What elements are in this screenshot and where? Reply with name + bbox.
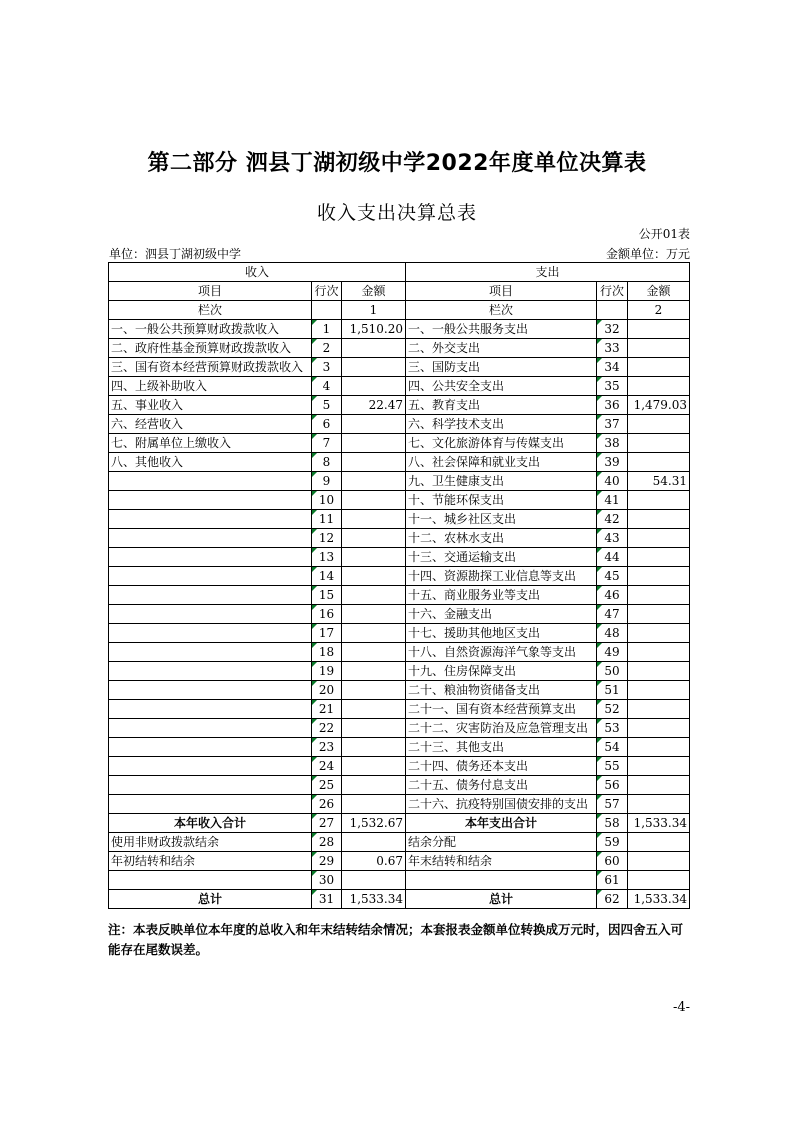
unit-label: 单位：泗县丁湖初级中学 [109, 247, 242, 261]
income-header: 收入 [109, 263, 406, 282]
expense-item: 五、教育支出 [406, 396, 597, 415]
table-row [109, 833, 690, 852]
expense-item: 七、文化旅游体育与传媒支出 [406, 434, 597, 453]
header-row-columns [109, 282, 690, 301]
income-row-number: 10 [312, 491, 342, 510]
income-amount [342, 377, 406, 396]
expense-amount [628, 320, 690, 339]
income-item: 二、政府性基金预算财政拨款收入 [109, 339, 312, 358]
expense-amount [628, 624, 690, 643]
income-amount [342, 434, 406, 453]
expense-item: 四、公共安全支出 [406, 377, 597, 396]
income-row-number: 19 [312, 662, 342, 681]
expense-item: 十一、城乡社区支出 [406, 510, 597, 529]
expense-row-number: 41 [597, 491, 628, 510]
expense-amount [628, 377, 690, 396]
header-row-column-index [109, 301, 690, 320]
expense-item: 八、社会保障和就业支出 [406, 453, 597, 472]
expense-amount: 54.31 [628, 472, 690, 491]
income-amount [342, 529, 406, 548]
form-code: 公开01表 [638, 227, 690, 241]
expense-item: 十四、资源勘探工业信息等支出 [406, 567, 597, 586]
income-row-number: 31 [312, 890, 342, 909]
expense-row-number: 45 [597, 567, 628, 586]
expense-row-number: 61 [597, 871, 628, 890]
income-amount [342, 757, 406, 776]
expense-item: 二十三、其他支出 [406, 738, 597, 757]
expense-row-number: 58 [597, 814, 628, 833]
expense-item: 二十六、抗疫特别国债安排的支出 [406, 795, 597, 814]
expense-item: 十二、农林水支出 [406, 529, 597, 548]
table-row [109, 624, 690, 643]
income-item: 四、上级补助收入 [109, 377, 312, 396]
expense-item: 十、节能环保支出 [406, 491, 597, 510]
table-row [109, 814, 690, 833]
income-row-number: 24 [312, 757, 342, 776]
expense-rowno-header: 行次 [597, 282, 628, 301]
page-number: -4- [672, 1000, 690, 1015]
expense-row-number: 37 [597, 415, 628, 434]
expense-item: 二十五、债务付息支出 [406, 776, 597, 795]
income-item [109, 491, 312, 510]
expense-row-number: 40 [597, 472, 628, 491]
table-row [109, 643, 690, 662]
income-amount [342, 719, 406, 738]
income-item: 使用非财政拨款结余 [109, 833, 312, 852]
table-row [109, 453, 690, 472]
income-amount: 0.67 [342, 852, 406, 871]
expense-amount [628, 833, 690, 852]
income-amount [342, 662, 406, 681]
income-row-number: 6 [312, 415, 342, 434]
income-amount-header: 金额 [342, 282, 406, 301]
expense-row-number: 59 [597, 833, 628, 852]
income-row-number: 5 [312, 396, 342, 415]
expense-item: 结余分配 [406, 833, 597, 852]
income-item: 年初结转和结余 [109, 852, 312, 871]
expense-amount [628, 719, 690, 738]
table-row [109, 491, 690, 510]
expense-amount [628, 491, 690, 510]
expense-amount [628, 776, 690, 795]
income-row-number: 4 [312, 377, 342, 396]
expense-amount [628, 434, 690, 453]
income-amount: 1,532.67 [342, 814, 406, 833]
income-item [109, 719, 312, 738]
income-row-number: 21 [312, 700, 342, 719]
expense-amount: 1,533.34 [628, 890, 690, 909]
income-item: 三、国有资本经营预算财政拨款收入 [109, 358, 312, 377]
expense-amount [628, 529, 690, 548]
income-amount [342, 700, 406, 719]
expense-item: 十八、自然资源海洋气象等支出 [406, 643, 597, 662]
table-row [109, 681, 690, 700]
income-amount [342, 472, 406, 491]
expense-amount [628, 339, 690, 358]
table-row [109, 890, 690, 909]
table-row [109, 358, 690, 377]
expense-amount [628, 510, 690, 529]
expense-amount [628, 567, 690, 586]
expense-amount [628, 871, 690, 890]
income-amount [342, 358, 406, 377]
income-row-number: 29 [312, 852, 342, 871]
expense-row-number: 50 [597, 662, 628, 681]
expense-row-number: 55 [597, 757, 628, 776]
table-row [109, 776, 690, 795]
expense-item: 二十二、灾害防治及应急管理支出 [406, 719, 597, 738]
income-item [109, 548, 312, 567]
income-row-number: 16 [312, 605, 342, 624]
income-amount [342, 567, 406, 586]
expense-item: 二、外交支出 [406, 339, 597, 358]
income-item: 八、其他收入 [109, 453, 312, 472]
income-amount [342, 415, 406, 434]
income-amount [342, 548, 406, 567]
income-amount [342, 738, 406, 757]
income-amount [342, 339, 406, 358]
expense-row-number: 32 [597, 320, 628, 339]
table-row [109, 320, 690, 339]
income-item [109, 738, 312, 757]
table-row [109, 472, 690, 491]
income-row-number: 11 [312, 510, 342, 529]
expense-amount: 1,479.03 [628, 396, 690, 415]
income-item [109, 776, 312, 795]
expense-row-number: 46 [597, 586, 628, 605]
expense-amount-header: 金额 [628, 282, 690, 301]
expense-row-number: 47 [597, 605, 628, 624]
income-item [109, 795, 312, 814]
expense-amount [628, 757, 690, 776]
income-row-number: 3 [312, 358, 342, 377]
expense-amount [628, 415, 690, 434]
income-row-number: 9 [312, 472, 342, 491]
table-row [109, 852, 690, 871]
income-row-number: 20 [312, 681, 342, 700]
expense-item: 六、科学技术支出 [406, 415, 597, 434]
expense-amount [628, 681, 690, 700]
expense-header: 支出 [406, 263, 690, 282]
expense-row-number: 62 [597, 890, 628, 909]
expense-row-number: 35 [597, 377, 628, 396]
expense-column-label: 栏次 [406, 301, 597, 320]
table-row [109, 339, 690, 358]
table-row [109, 415, 690, 434]
expense-column-number: 2 [628, 301, 690, 320]
table-row [109, 871, 690, 890]
expense-row-number: 43 [597, 529, 628, 548]
expense-item: 十三、交通运输支出 [406, 548, 597, 567]
income-row-number: 13 [312, 548, 342, 567]
expense-row-number: 34 [597, 358, 628, 377]
expense-item: 十九、住房保障支出 [406, 662, 597, 681]
income-item [109, 586, 312, 605]
income-item [109, 700, 312, 719]
table-row [109, 548, 690, 567]
expense-row-number: 33 [597, 339, 628, 358]
expense-item [406, 871, 597, 890]
expense-amount [628, 586, 690, 605]
income-row-number: 26 [312, 795, 342, 814]
expense-item: 年末结转和结余 [406, 852, 597, 871]
expense-item: 一、一般公共服务支出 [406, 320, 597, 339]
expense-row-number: 54 [597, 738, 628, 757]
income-amount [342, 491, 406, 510]
expense-column-blank [597, 301, 628, 320]
income-row-number: 14 [312, 567, 342, 586]
income-item [109, 643, 312, 662]
income-row-number: 17 [312, 624, 342, 643]
income-row-number: 18 [312, 643, 342, 662]
table-subtitle: 收入支出决算总表 [316, 202, 477, 224]
header-row-group [109, 263, 690, 282]
expense-item: 三、国防支出 [406, 358, 597, 377]
table-row [109, 719, 690, 738]
expense-row-number: 44 [597, 548, 628, 567]
expense-row-number: 51 [597, 681, 628, 700]
expense-row-number: 36 [597, 396, 628, 415]
expense-row-number: 49 [597, 643, 628, 662]
table-row [109, 567, 690, 586]
income-item: 五、事业收入 [109, 396, 312, 415]
income-row-number: 23 [312, 738, 342, 757]
income-item [109, 757, 312, 776]
income-amount [342, 510, 406, 529]
expense-item: 二十、粮油物资储备支出 [406, 681, 597, 700]
table-row [109, 529, 690, 548]
income-row-number: 28 [312, 833, 342, 852]
income-item: 七、附属单位上缴收入 [109, 434, 312, 453]
income-item [109, 472, 312, 491]
expense-amount [628, 453, 690, 472]
income-amount [342, 586, 406, 605]
table-row [109, 700, 690, 719]
income-item [109, 529, 312, 548]
income-amount [342, 605, 406, 624]
expense-item: 总计 [406, 890, 597, 909]
expense-amount [628, 852, 690, 871]
income-item [109, 624, 312, 643]
expense-item: 十七、援助其他地区支出 [406, 624, 597, 643]
expense-row-number: 60 [597, 852, 628, 871]
income-amount: 22.47 [342, 396, 406, 415]
income-row-number: 30 [312, 871, 342, 890]
expense-amount [628, 700, 690, 719]
money-unit: 金额单位：万元 [605, 247, 690, 261]
expense-row-number: 39 [597, 453, 628, 472]
income-rowno-header: 行次 [312, 282, 342, 301]
income-column-label: 栏次 [109, 301, 312, 320]
income-amount [342, 681, 406, 700]
income-amount: 1,510.20 [342, 320, 406, 339]
income-item [109, 681, 312, 700]
expense-amount [628, 795, 690, 814]
income-amount [342, 453, 406, 472]
income-amount [342, 643, 406, 662]
expense-amount [628, 643, 690, 662]
expense-row-number: 48 [597, 624, 628, 643]
income-row-number: 2 [312, 339, 342, 358]
income-row-number: 25 [312, 776, 342, 795]
table-row [109, 510, 690, 529]
expense-item: 本年支出合计 [406, 814, 597, 833]
income-amount: 1,533.34 [342, 890, 406, 909]
income-item [109, 567, 312, 586]
income-expense-table [108, 262, 690, 909]
footnote: 注：本表反映单位本年度的总收入和年末结转结余情况；本套报表金额单位转换成万元时，因四舍五入可能存在尾数误差。 [108, 922, 684, 957]
income-column-blank [312, 301, 342, 320]
expense-item: 九、卫生健康支出 [406, 472, 597, 491]
expense-row-number: 42 [597, 510, 628, 529]
expense-row-number: 56 [597, 776, 628, 795]
income-item [109, 605, 312, 624]
expense-item: 二十四、债务还本支出 [406, 757, 597, 776]
income-item: 本年收入合计 [109, 814, 312, 833]
expense-amount [628, 662, 690, 681]
income-item: 总计 [109, 890, 312, 909]
table-row [109, 662, 690, 681]
income-item-header: 项目 [109, 282, 312, 301]
expense-amount [628, 548, 690, 567]
income-row-number: 27 [312, 814, 342, 833]
expense-row-number: 38 [597, 434, 628, 453]
income-amount [342, 624, 406, 643]
income-amount [342, 776, 406, 795]
expense-item: 二十一、国有资本经营预算支出 [406, 700, 597, 719]
income-item [109, 871, 312, 890]
expense-amount: 1,533.34 [628, 814, 690, 833]
income-amount [342, 871, 406, 890]
table-row [109, 377, 690, 396]
income-row-number: 12 [312, 529, 342, 548]
income-item: 六、经营收入 [109, 415, 312, 434]
income-row-number: 22 [312, 719, 342, 738]
income-row-number: 7 [312, 434, 342, 453]
income-amount [342, 833, 406, 852]
expense-row-number: 53 [597, 719, 628, 738]
expense-item: 十六、金融支出 [406, 605, 597, 624]
expense-row-number: 57 [597, 795, 628, 814]
income-amount [342, 795, 406, 814]
income-row-number: 15 [312, 586, 342, 605]
expense-amount [628, 358, 690, 377]
expense-amount [628, 605, 690, 624]
table-row [109, 605, 690, 624]
table-row [109, 757, 690, 776]
income-item [109, 662, 312, 681]
income-row-number: 8 [312, 453, 342, 472]
expense-amount [628, 738, 690, 757]
expense-item: 十五、商业服务业等支出 [406, 586, 597, 605]
table-row [109, 795, 690, 814]
income-column-number: 1 [342, 301, 406, 320]
table-row [109, 738, 690, 757]
table-row [109, 586, 690, 605]
income-item: 一、一般公共预算财政拨款收入 [109, 320, 312, 339]
page-title: 第二部分 泗县丁湖初级中学2022年度单位决算表 [147, 151, 647, 176]
table-row [109, 396, 690, 415]
income-row-number: 1 [312, 320, 342, 339]
income-item [109, 510, 312, 529]
expense-row-number: 52 [597, 700, 628, 719]
expense-item-header: 项目 [406, 282, 597, 301]
table-row [109, 434, 690, 453]
